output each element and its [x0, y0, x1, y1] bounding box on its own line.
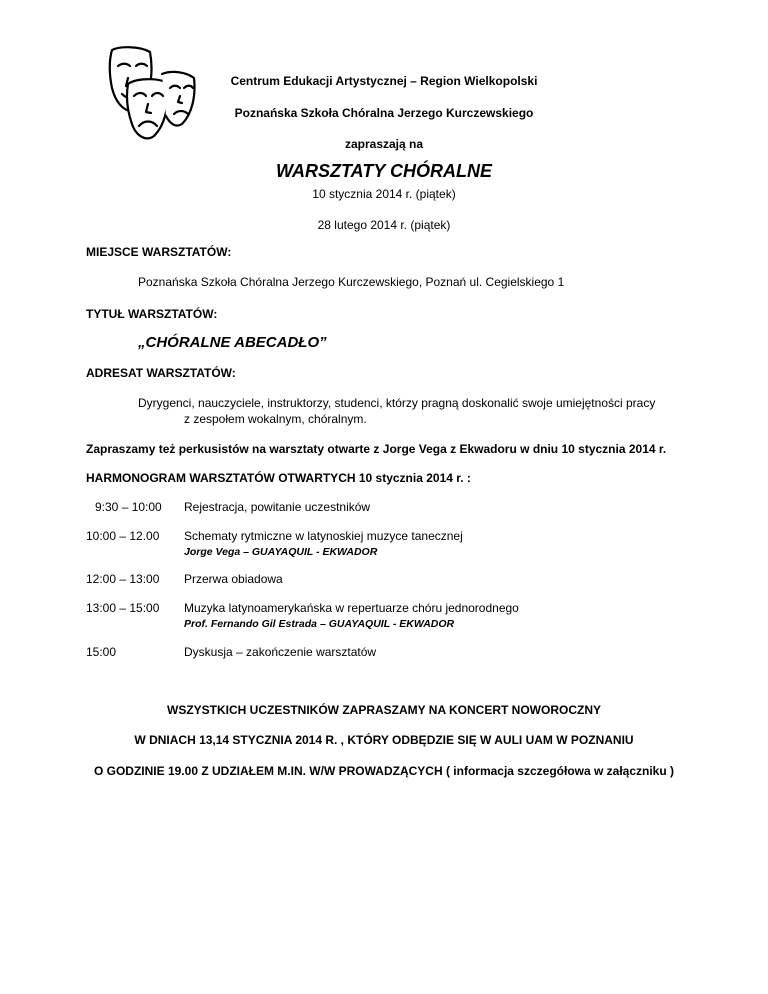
date-2: 28 lutego 2014 r. (piątek): [317, 218, 451, 232]
concert-line-3: O GODZINIE 19.00 Z UDZIAŁEM M.IN. W/W PROWADZĄCYCH ( informacja szczegółowa w załączniku ): [93, 764, 675, 778]
organizer-line-2: Poznańska Szkoła Chóralna Jerzego Kurczewskiego: [234, 106, 534, 120]
schedule-presenter: Prof. Fernando Gil Estrada – GUAYAQUIL - EKWADOR: [184, 618, 455, 630]
schedule-desc: Muzyka latynoamerykańska w repertuarze chóru jednorodnego: [184, 601, 519, 615]
audience-line-2: z zespołem wokalnym, chóralnym.: [184, 412, 367, 426]
audience-label: ADRESAT WARSZTATÓW:: [86, 366, 236, 380]
schedule-desc: Rejestracja, powitanie uczestników: [184, 500, 371, 514]
concert-line-2: W DNIACH 13,14 STYCZNIA 2014 R. , KTÓRY ODBĘDZIE SIĘ W AULI UAM W POZNANIU: [134, 733, 634, 747]
schedule-time: 15:00: [86, 645, 117, 659]
workshop-title-label: TYTUŁ WARSZTATÓW:: [86, 307, 218, 321]
schedule-time: 13:00 – 15:00: [86, 601, 160, 615]
schedule-time: 10:00 – 12.00: [86, 529, 160, 543]
schedule-time: 12:00 – 13:00: [86, 572, 160, 586]
date-1: 10 stycznia 2014 r. (piątek): [312, 187, 456, 201]
schedule-heading: HARMONOGRAM WARSZTATÓW OTWARTYCH 10 stycznia 2014 r. :: [86, 471, 471, 485]
theatre-masks-logo-icon: [106, 44, 198, 142]
schedule-desc: Przerwa obiadowa: [184, 572, 283, 586]
schedule-desc: Schematy rytmiczne w latynoskiej muzyce tanecznej: [184, 529, 463, 543]
concert-line-1: WSZYSTKICH UCZESTNIKÓW ZAPRASZAMY NA KONCERT NOWOROCZNY: [167, 703, 601, 717]
venue-value: Poznańska Szkoła Chóralna Jerzego Kurczewskiego, Poznań ul. Cegielskiego 1: [138, 275, 565, 289]
percussion-invite: Zapraszamy też perkusistów na warsztaty otwarte z Jorge Vega z Ekwadoru w dniu 10 stycznia 2014 r.: [86, 442, 667, 456]
invite-text: zapraszają na: [344, 137, 424, 151]
audience-line-1: Dyrygenci, nauczyciele, instruktorzy, studenci, którzy pragną doskonalić swoje umiejętności pracy: [138, 396, 656, 410]
schedule-presenter: Jorge Vega – GUAYAQUIL - EKWADOR: [184, 546, 378, 558]
schedule-time: 9:30 – 10:00: [95, 500, 162, 514]
venue-label: MIEJSCE WARSZTATÓW:: [86, 245, 232, 259]
workshop-title-value: „CHÓRALNE ABECADŁO”: [138, 334, 327, 351]
page-title: WARSZTATY CHÓRALNE: [276, 161, 492, 181]
organizer-line-1: Centrum Edukacji Artystycznej – Region Wielkopolski: [230, 74, 538, 88]
schedule-desc: Dyskusja – zakończenie warsztatów: [184, 645, 377, 659]
